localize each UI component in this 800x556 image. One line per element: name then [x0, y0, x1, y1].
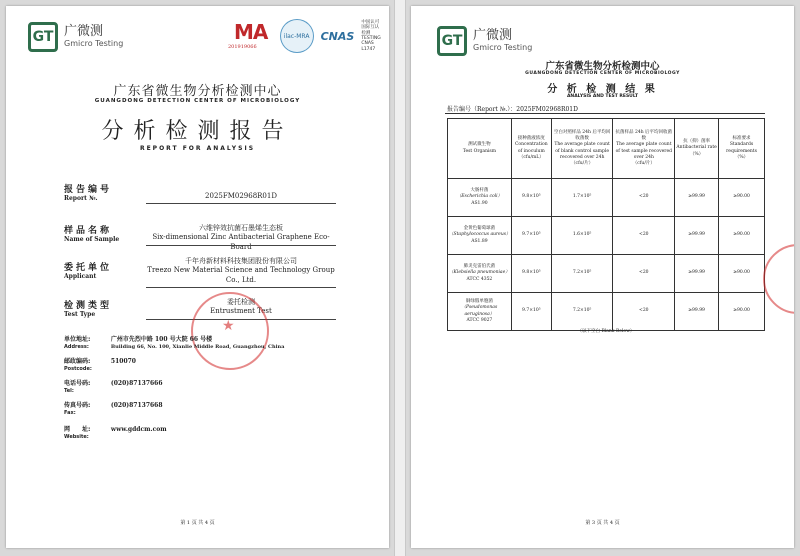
table-header-row: [448, 119, 765, 179]
gmicro-logo: [28, 22, 123, 52]
website-row: 网 址: www.gddcm.com Website:: [64, 426, 167, 441]
report-title-cn: 分析检测报告: [101, 119, 294, 144]
result-title-en: ANALYSIS AND TEST RESULT: [566, 94, 639, 99]
test-type-value: 委托检测 Entrustment Test: [210, 298, 272, 316]
official-seal-stamp: [763, 244, 794, 314]
field-underline: [146, 245, 336, 246]
report-no-value: 2025FM02968R01D: [205, 192, 277, 200]
org-name-en: GUANGDONG DETECTION CENTER OF MICROBIOLOGY: [525, 71, 680, 76]
org-name-en: GUANGDONG DETECTION CENTER OF MICROBIOLOGY: [94, 98, 301, 104]
certification-marks: [226, 18, 389, 54]
report-page-3: [411, 6, 794, 548]
table-row: 金黄色葡萄球菌 （Staphylococcus aureus） AS1.89 9.7×10⁵ 1.6×10⁵ <20 ≥99.99 ≥90.00: [448, 217, 765, 255]
cma-mark-icon: MA 201919066: [228, 20, 268, 50]
page-footer: 第 3 页 共 4 页: [585, 520, 620, 526]
test-type-label: 检测类型 Test Type: [64, 301, 113, 318]
cnas-info: 中国认可 国际互认 检测 TESTING CNAS L1747: [361, 19, 381, 52]
applicant-value: 千年舟新材料科技集团股份有限公司 Treezo New Material Science and Technology Group Co., Ltd.: [147, 257, 335, 284]
address-row: 单位地址: 广州市先烈中路 100 号大院 66 号楼 Address: Building 66, No. 100, Xianlie Middle Road, Guangzhou, China: [64, 336, 285, 351]
tel-row: 电话号码: (020)87137666 Tel:: [64, 380, 163, 395]
gt-logo-icon: GT: [28, 22, 58, 52]
table-row: 铜绿假单胞菌 （Pseudomonas aeruginosa） ATCC 9027 9.7×10⁵ 7.2×10⁵ <20 ≥99.99 ≥90.00: [448, 293, 765, 331]
blank-below-note: （以下空白 Blank Below）: [577, 329, 635, 334]
field-underline: [146, 203, 336, 204]
org-name-cn: 广东省微生物分析检测中心: [113, 84, 282, 99]
logo-en-text: Gmicro Testing: [64, 38, 124, 48]
seal-star-icon: ★: [222, 318, 235, 334]
col-header-organism: 测试微生物 Test Organism: [448, 119, 512, 179]
page-divider: [394, 0, 406, 556]
logo-cn-text: 广微测: [473, 28, 513, 44]
col-header-inoculum: 接种菌液浓度 Concentration of inoculum （cfu/mL）: [511, 119, 551, 179]
col-header-standard: 标准要求 Standards requirements （%）: [719, 119, 765, 179]
table-row: 大肠杆菌 （Escherichia coli） AS1.90 9.8×10⁵ 1.7×10⁵ <20 ≥99.99 ≥90.00: [448, 179, 765, 217]
report-no-line: 报告编号（Report №.）：2025FM02968R01D: [447, 106, 578, 113]
logo-cn-text: 广微测: [64, 24, 104, 40]
logo-en-text: Gmicro Testing: [473, 42, 533, 52]
report-title-en: REPORT FOR ANALYSIS: [139, 145, 256, 152]
org-name-cn: 广东省微生物分析检测中心: [545, 61, 660, 72]
header-rule: [445, 113, 765, 114]
gt-logo-icon: GT: [437, 26, 467, 56]
report-no-label: 报告编号 Report №.: [64, 185, 113, 202]
fax-row: 传真号码: (020)87137668 Fax:: [64, 402, 163, 417]
ilac-mra-icon: ilac-MRA: [280, 19, 314, 53]
col-header-blank: 空白对照样品 24h 后平均回收菌数 The average plate count of blank control sample recovered over 24h （cfu/片）: [551, 119, 613, 179]
table-row: 肺炎克雷伯氏菌 （Klebsiella pneumoniae） ATCC 4352 9.8×10⁵ 7.2×10⁵ <20 ≥99.99 ≥90.00: [448, 255, 765, 293]
results-table: [447, 118, 765, 331]
report-page-1: [6, 6, 389, 548]
col-header-test: 抗菌样品 24h 后平均回收菌数 The average plate count of test sample recovered over 24h （cfu/片）: [613, 119, 675, 179]
gmicro-logo: [437, 26, 532, 56]
postcode-row: 邮政编码: 510070 Postcode:: [64, 358, 136, 373]
applicant-label: 委托单位 Applicant: [64, 263, 113, 280]
sample-name-label: 样品名称 Name of Sample: [64, 226, 120, 243]
page-footer: 第 1 页 共 4 页: [180, 520, 215, 526]
cnas-logo-icon: CNAS: [320, 29, 355, 43]
col-header-rate: 抗（抑）菌率 Antibacterial rate （%）: [675, 119, 719, 179]
field-underline: [146, 287, 336, 288]
sample-name-value: 六维锌效抗菌石墨烯生态板 Six-dimensional Zinc Antibacterial Graphene Eco-Board: [152, 224, 330, 251]
result-title-cn: 分 析 检 测 结 果: [547, 84, 658, 95]
